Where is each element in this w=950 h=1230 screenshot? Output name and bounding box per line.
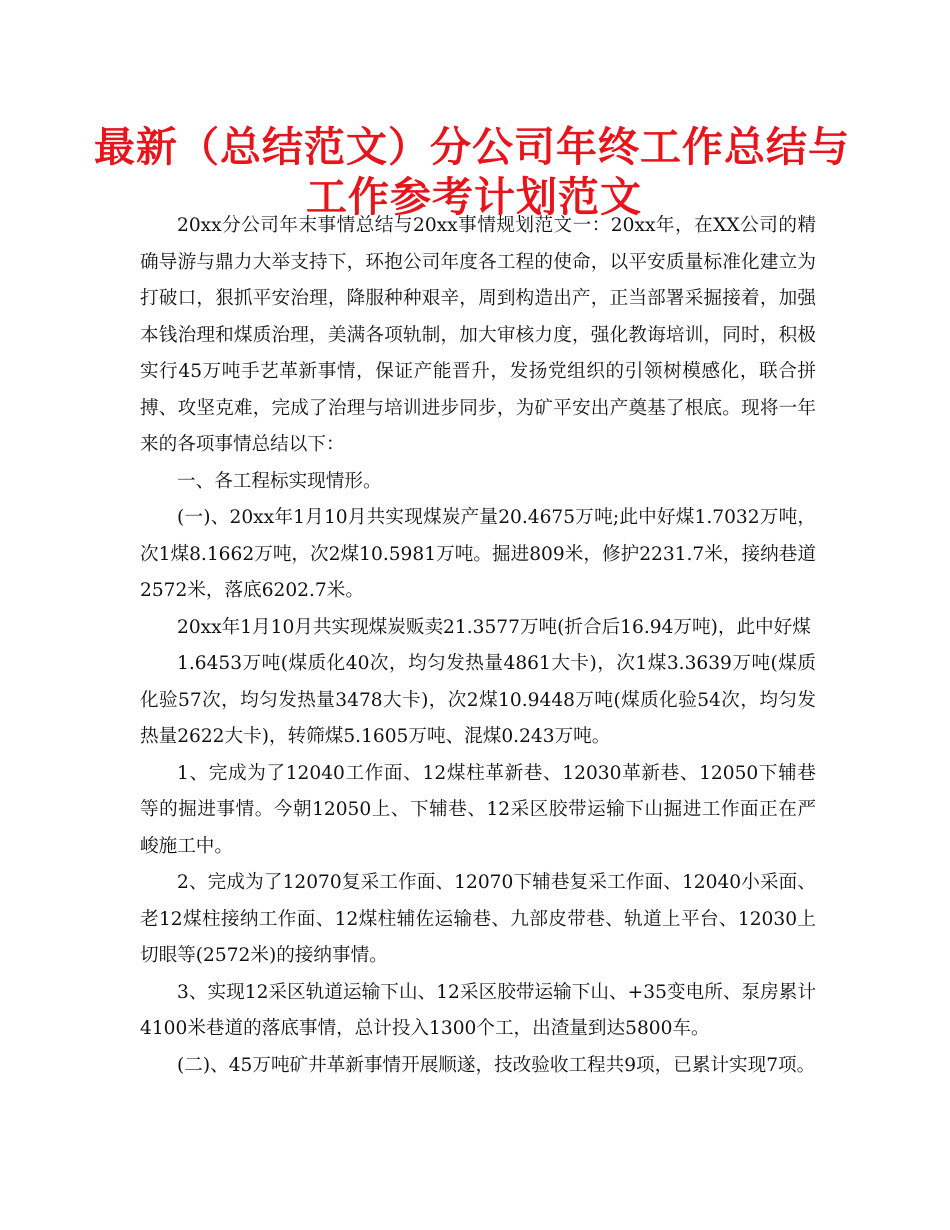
body-paragraph: 20xx分公司年末事情总结与20xx事情规划范文一：20xx年，在XX公司的精确导游与鼎力大举支持下，环抱公司年度各工程的使命，以平安质量标准化建立为打破口，狠抓平安治理，降服种种艰辛，周到构造出产，正当部署采掘接着，加强本钱治理和煤质治理，美满各项轨制，加大审核力度，强化教诲培训，同时，积极实行45万吨手艺革新事情，保证产能晋升，发扬党组织的引领树模感化，联合拼搏、攻坚克难，完成了治理与培训进步同步，为矿平安出产奠基了根底。现将一年来的各项事情总结以下：	[140, 215, 816, 455]
section-heading: 一、各工程标实现情形。	[177, 470, 382, 492]
body-paragraph: 2、完成为了12070复采工作面、12070下辅巷复采工作面、12040小采面、老12煤柱接纳工作面、12煤柱辅佐运输巷、九部皮带巷、轨道上平台、12030上切眼等(2572米)的接纳事情。	[140, 872, 816, 966]
body-paragraph: 1、完成为了12040工作面、12煤柱革新巷、12030革新巷、12050下辅巷等的掘进事情。今朝12050上、下辅巷、12采区胶带运输下山掘进工作面正在严峻施工中。	[140, 762, 816, 857]
body-paragraph: (二)、45万吨矿井革新事情开展顺遂，技改验收工程共9项，已累计实现7项。	[177, 1054, 816, 1076]
document-title-line-2: 工作参考计划范文	[306, 173, 642, 221]
body-paragraph: 20xx年1月10月共实现煤炭贩卖21.3577万吨(折合后16.94万吨)，此中好煤	[177, 616, 811, 638]
body-paragraph: 1.6453万吨(煤质化40次，均匀发热量4861大卡)，次1煤3.3639万吨(煤质化验57次，均匀发热量3478大卡)，次2煤10.9448万吨(煤质化验54次，均匀发热量2622大卡)，转筛煤5.1605万吨、混煤0.243万吨。	[140, 653, 816, 747]
body-paragraph: (一)、20xx年1月10月共实现煤炭产量20.4675万吨;此中好煤1.7032万吨，次1煤8.1662万吨，次2煤10.5981万吨。掘进809米，修护2231.7米，接纳巷道2572米，落底6202.7米。	[140, 507, 816, 601]
document-title-line-1: 最新（总结范文）分公司年终工作总结与	[94, 123, 850, 171]
document-body	[140, 208, 816, 1084]
body-paragraph: 3、实现12采区轨道运输下山、12采区胶带运输下山、+35变电所、泵房累计4100米巷道的落底事情，总计投入1300个工，出渣量到达5800车。	[140, 981, 816, 1039]
